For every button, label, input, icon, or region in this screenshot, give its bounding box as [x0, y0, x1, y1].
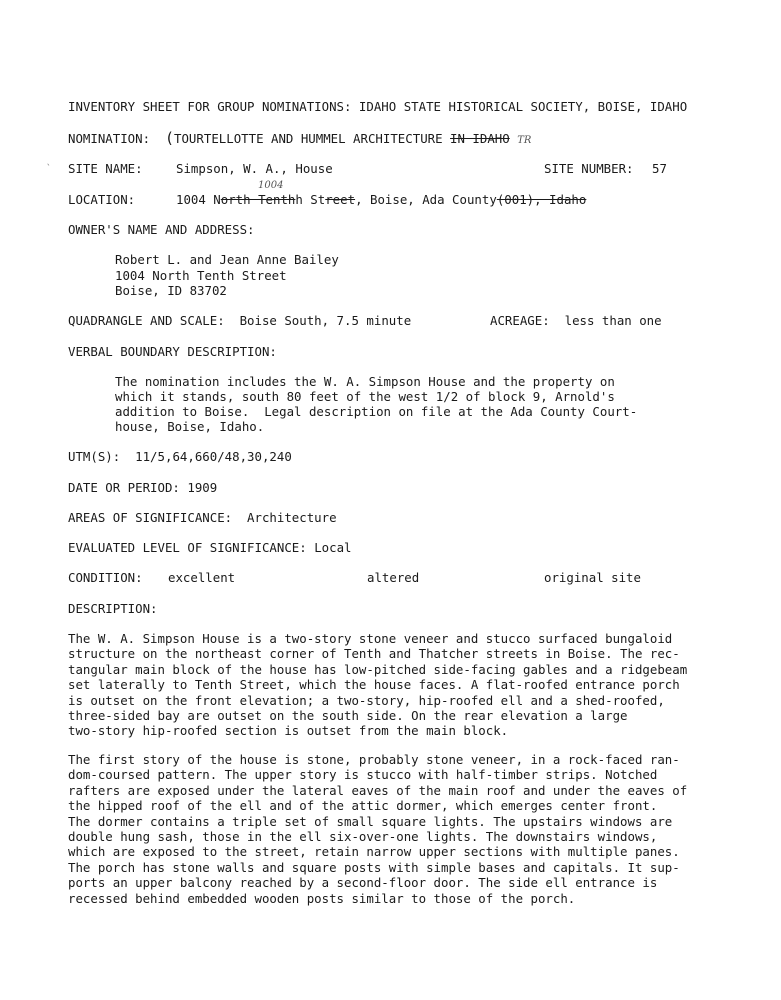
nomination-struck-text: IN IDAHO [450, 131, 510, 146]
date-value: 1909 [187, 480, 218, 495]
owner-line: 1004 North Tenth Street [115, 268, 287, 283]
location-part-2: h St [295, 192, 326, 207]
location-part-3: , Boise, Ada County [355, 192, 497, 207]
description-line: recessed behind embedded wooden posts similar to those of the porch. [68, 890, 576, 906]
location-handwritten-note: 1004 [258, 180, 284, 191]
description-line: The porch has stone walls and square posts with simple bases and capitals. It sup- [68, 859, 680, 875]
level-label: EVALUATED LEVEL OF SIGNIFICANCE: [68, 540, 307, 555]
condition-value-1: excellent [168, 570, 236, 585]
boundary-line: house, Boise, Idaho. [115, 419, 265, 434]
site-name-label: SITE NAME: [68, 161, 143, 176]
location-struck-2: reet [325, 192, 356, 207]
description-line: rafters are exposed under the lateral eaves of the main roof and under the eaves of [68, 782, 688, 798]
description-line: which are exposed to the street, retain narrow upper sections with multiple panes. [68, 844, 680, 860]
description-label: DESCRIPTION: [68, 601, 158, 616]
date-row [68, 480, 217, 495]
acreage-row [490, 313, 662, 328]
condition-label: CONDITION: [68, 570, 143, 585]
utm-row [68, 449, 292, 464]
sheet-header: INVENTORY SHEET FOR GROUP NOMINATIONS: IDAHO STATE HISTORICAL SOCIETY, BOISE, IDAHO [68, 99, 688, 114]
boundary-label: VERBAL BOUNDARY DESCRIPTION: [68, 344, 277, 359]
location-struck-3: (001), Idaho [496, 192, 587, 207]
owner-label: OWNER'S NAME AND ADDRESS: [68, 222, 255, 237]
acreage-label: ACREAGE: [490, 313, 550, 328]
quadrangle-label: QUADRANGLE AND SCALE: [68, 313, 225, 328]
areas-label: AREAS OF SIGNIFICANCE: [68, 510, 233, 525]
description-line: is outset on the front elevation; a two-story, hip-roofed ell and a shed-roofed, [68, 692, 665, 708]
description-paragraph-2 [68, 752, 708, 906]
nomination-paren: ( [164, 129, 175, 147]
site-name-value: Simpson, W. A., House [176, 161, 333, 176]
nomination-row [68, 131, 531, 148]
areas-row [68, 510, 337, 525]
site-number-label: SITE NUMBER: [544, 161, 634, 176]
site-number-value: 57 [652, 161, 667, 176]
nomination-handwritten-note: TR [517, 135, 532, 146]
utm-value: 11/5,64,660/48,30,240 [135, 449, 292, 464]
description-line: two-story hip-roofed section is outset from the main block. [68, 723, 509, 739]
boundary-line: which it stands, south 80 feet of the west 1/2 of block 9, Arnold's [115, 389, 615, 404]
date-label: DATE OR PERIOD: [68, 480, 180, 495]
quadrangle-value: Boise South, 7.5 minute [239, 313, 412, 328]
condition-value-3: original site [544, 570, 641, 585]
description-line: The W. A. Simpson House is a two-story stone veneer and stucco surfaced bungaloid [68, 631, 673, 646]
quadrangle-row [68, 313, 411, 328]
condition-value-2: altered [367, 570, 420, 585]
description-line: structure on the northeast corner of Tenth and Thatcher streets in Boise. The rec- [68, 646, 680, 662]
description-line: tangular main block of the house has low-pitched side-facing gables and a ridgebeam [68, 661, 688, 677]
description-line: double hung sash, those in the ell six-over-one lights. The downstairs windows, [68, 829, 658, 845]
boundary-line: The nomination includes the W. A. Simpson House and the property on [115, 374, 615, 389]
owner-line: Boise, ID 83702 [115, 283, 227, 298]
acreage-value: less than one [564, 313, 662, 328]
areas-value: Architecture [247, 510, 337, 525]
description-line: The dormer contains a triple set of small square lights. The upstairs windows are [68, 813, 673, 829]
description-line: The first story of the house is stone, probably stone veneer, in a rock-faced ran- [68, 752, 680, 767]
level-value: Local [314, 540, 352, 555]
location-part-1: 1004 N [176, 192, 221, 207]
nomination-label: NOMINATION: [68, 131, 151, 146]
boundary-line: addition to Boise. Legal description on file at the Ada County Court- [115, 404, 638, 419]
description-line: set laterally to Tenth Street, which the house faces. A flat-roofed entrance porch [68, 677, 680, 693]
nomination-value: TOURTELLOTTE AND HUMMEL ARCHITECTURE [174, 131, 443, 146]
description-line: three-sided bay are outset on the south side. On the rear elevation a large [68, 708, 628, 724]
location-value [176, 192, 586, 207]
description-line: dom-coursed pattern. The upper story is stucco with half-timber strips. Notched [68, 767, 658, 783]
owner-line: Robert L. and Jean Anne Bailey [115, 252, 339, 267]
description-paragraph-1 [68, 631, 708, 739]
location-label: LOCATION: [68, 192, 136, 207]
margin-mark: ` [46, 164, 52, 174]
location-struck-1: orth Tenth [220, 192, 296, 207]
description-line: ports an upper balcony reached by a second-floor door. The side ell entrance is [68, 875, 658, 891]
description-line: the hipped roof of the ell and of the attic dormer, which emerges center front. [68, 798, 658, 814]
level-row [68, 540, 352, 555]
utm-label: UTM(S): [68, 449, 121, 464]
